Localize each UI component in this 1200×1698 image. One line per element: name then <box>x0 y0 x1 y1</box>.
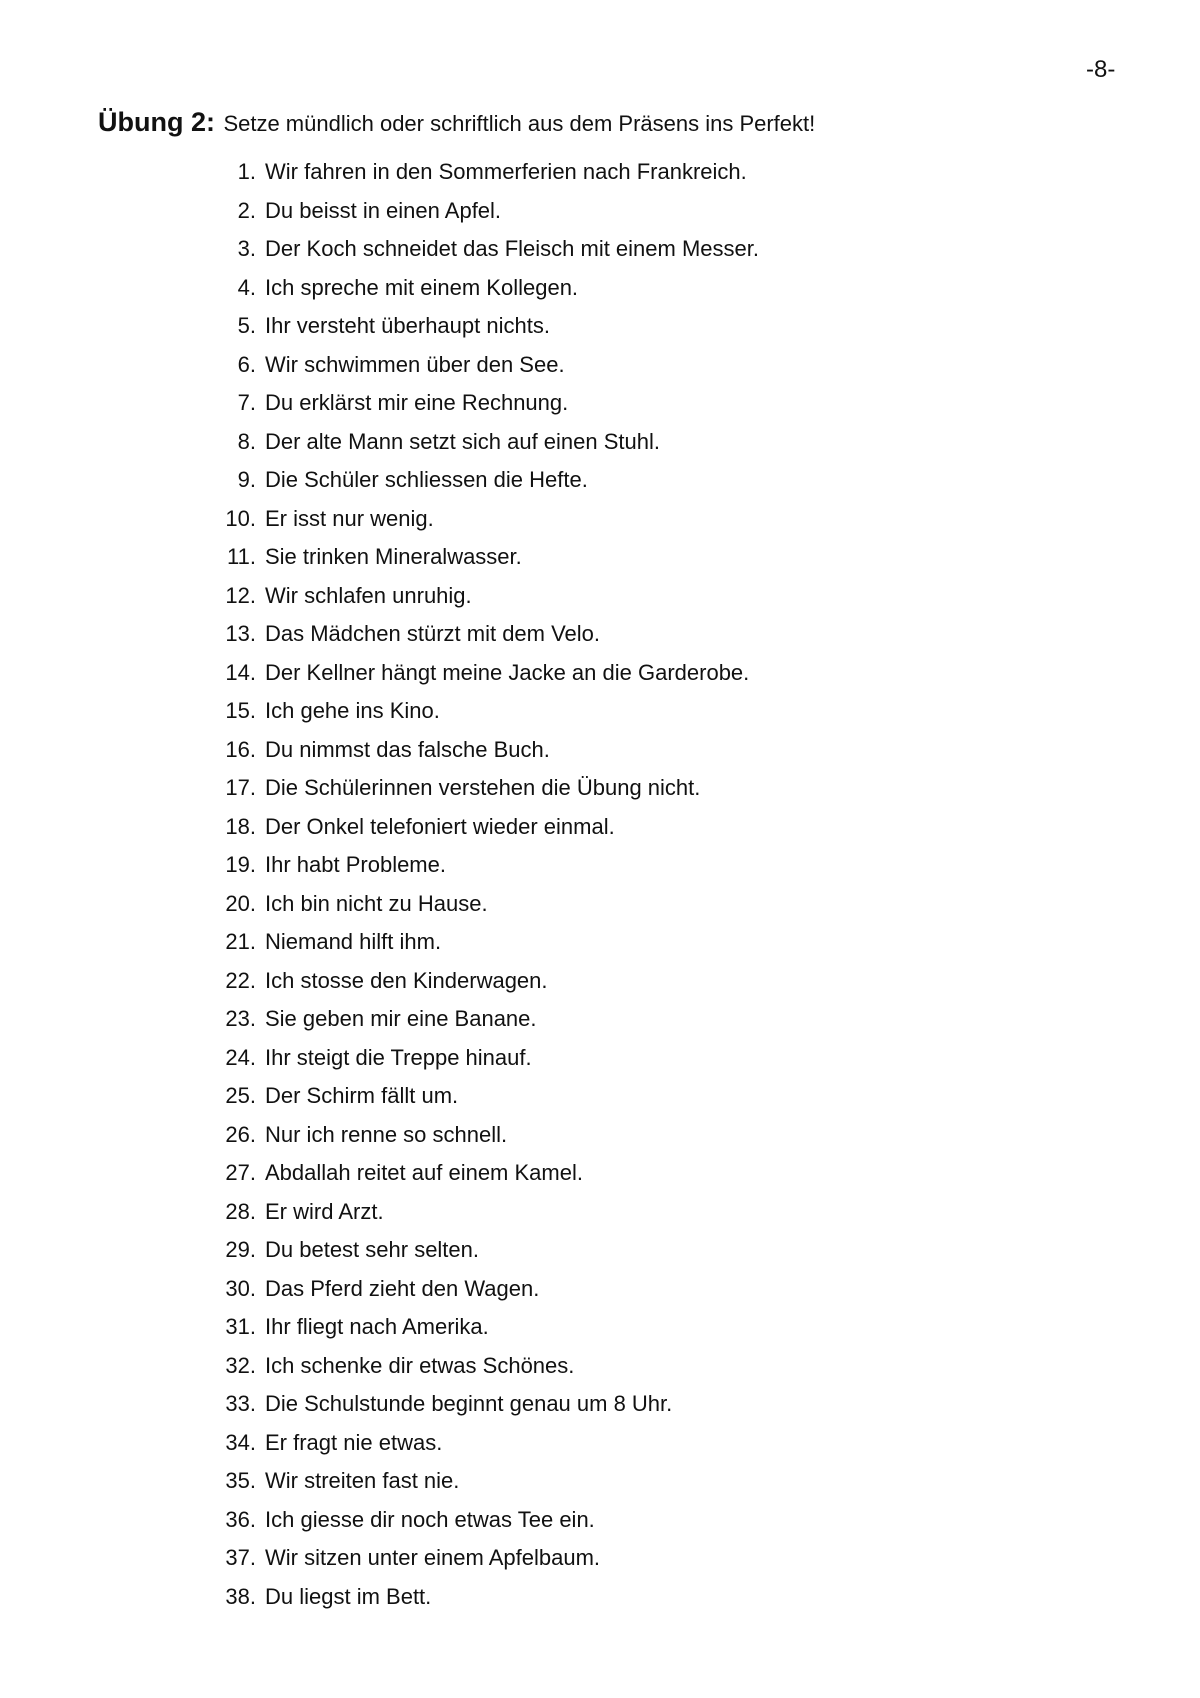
exercise-item-number: 22. <box>225 967 256 993</box>
exercise-item-number: 34. <box>225 1429 256 1455</box>
exercise-item-text: Niemand hilft ihm. <box>265 929 442 954</box>
exercise-item-number: 33. <box>225 1391 256 1416</box>
exercise-item-text: Ich stosse den Kinderwagen. <box>265 967 548 993</box>
exercise-item-text: Ich giesse dir noch etwas Tee ein. <box>265 1506 595 1532</box>
exercise-item-text: Wir fahren in den Sommerferien nach Frankreich. <box>265 159 747 184</box>
exercise-item-text: Sie geben mir eine Banane. <box>265 1006 537 1031</box>
exercise-item-number: 6. <box>237 351 256 377</box>
exercise-item-text: Du erklärst mir eine Rechnung. <box>265 390 569 415</box>
exercise-item-text: Ihr fliegt nach Amerika. <box>265 1314 489 1339</box>
exercise-item-number: 11. <box>227 544 256 569</box>
exercise-item-number: 4. <box>237 274 256 300</box>
exercise-item-number: 27. <box>225 1160 256 1185</box>
exercise-item-number: 24. <box>225 1044 256 1070</box>
exercise-item-text: Wir schwimmen über den See. <box>265 351 565 377</box>
exercise-item-number: 35. <box>225 1468 256 1493</box>
exercise-item-number: 12. <box>225 582 256 608</box>
exercise-item-number: 30. <box>225 1275 256 1301</box>
exercise-item-text: Ich schenke dir etwas Schönes. <box>265 1352 575 1378</box>
exercise-item-text: Du betest sehr selten. <box>265 1237 480 1262</box>
exercise-item-text: Er wird Arzt. <box>265 1198 384 1224</box>
exercise-item-number: 5. <box>237 313 256 338</box>
exercise-item-text: Der Koch schneidet das Fleisch mit einem Messer. <box>265 236 759 261</box>
exercise-item-number: 16. <box>225 736 256 762</box>
exercise-item-number: 37. <box>225 1545 256 1570</box>
exercise-item-number: 28. <box>225 1198 256 1224</box>
exercise-item-number: 7. <box>237 390 256 415</box>
exercise-item-text: Die Schulstunde beginnt genau um 8 Uhr. <box>265 1391 673 1416</box>
exercise-heading <box>98 106 815 140</box>
exercise-item-text: Das Mädchen stürzt mit dem Velo. <box>265 621 601 646</box>
exercise-item-text: Ihr steigt die Treppe hinauf. <box>265 1044 532 1070</box>
exercise-item-text: Du nimmst das falsche Buch. <box>265 736 550 762</box>
exercise-item-number: 21. <box>225 929 256 954</box>
exercise-item-number: 31. <box>225 1314 256 1339</box>
exercise-item-text: Ich gehe ins Kino. <box>265 698 440 723</box>
exercise-item-text: Sie trinken Mineralwasser. <box>265 544 522 569</box>
exercise-item-text: Das Pferd zieht den Wagen. <box>265 1275 540 1301</box>
exercise-item-number: 19. <box>225 852 256 877</box>
exercise-item-text: Ihr habt Probleme. <box>265 852 446 877</box>
exercise-item-text: Ich spreche mit einem Kollegen. <box>265 274 579 300</box>
exercise-item-number: 13. <box>225 621 256 646</box>
exercise-item-text: Nur ich renne so schnell. <box>265 1121 508 1147</box>
exercise-item-text: Ich bin nicht zu Hause. <box>265 890 488 916</box>
exercise-item-number: 25. <box>225 1083 256 1108</box>
exercise-item-text: Die Schüler schliessen die Hefte. <box>265 467 588 492</box>
exercise-item-number: 10. <box>225 505 256 531</box>
exercise-item-number: 26. <box>225 1121 256 1147</box>
exercise-item-text: Ihr versteht überhaupt nichts. <box>265 313 550 338</box>
exercise-item-number: 1. <box>237 159 256 184</box>
exercise-item-text: Die Schülerinnen verstehen die Übung nicht. <box>265 775 701 800</box>
exercise-item-number: 29. <box>225 1237 256 1262</box>
exercise-item-number: 36. <box>225 1506 256 1532</box>
exercise-item-text: Wir schlafen unruhig. <box>265 582 472 608</box>
exercise-item-number: 14. <box>225 659 256 685</box>
exercise-item-number: 38. <box>225 1583 256 1609</box>
exercise-label: Übung 2: <box>98 107 215 137</box>
exercise-item-number: 3. <box>237 236 256 261</box>
exercise-item-number: 8. <box>237 428 256 454</box>
exercise-item-text: Der Schirm fällt um. <box>265 1083 459 1108</box>
exercise-item-text: Er isst nur wenig. <box>265 505 434 531</box>
exercise-item-text: Der Onkel telefoniert wieder einmal. <box>265 813 615 839</box>
exercise-item-number: 32. <box>225 1352 256 1378</box>
exercise-item-text: Der alte Mann setzt sich auf einen Stuhl. <box>265 428 660 454</box>
exercise-item-text: Wir streiten fast nie. <box>265 1468 460 1493</box>
exercise-item-number: 20. <box>225 890 256 916</box>
exercise-item-text: Der Kellner hängt meine Jacke an die Garderobe. <box>265 659 750 685</box>
exercise-item-text: Du liegst im Bett. <box>265 1583 432 1609</box>
exercise-item-number: 17. <box>225 775 256 800</box>
exercise-item-number: 23. <box>225 1006 256 1031</box>
exercise-instruction: Setze mündlich oder schriftlich aus dem Präsens ins Perfekt! <box>223 111 816 136</box>
exercise-item-text: Du beisst in einen Apfel. <box>265 197 502 223</box>
page-number: -8- <box>1086 56 1116 83</box>
exercise-item-text: Abdallah reitet auf einem Kamel. <box>265 1160 583 1185</box>
exercise-item-text: Er fragt nie etwas. <box>265 1429 443 1455</box>
exercise-item-number: 15. <box>225 698 256 723</box>
exercise-item-number: 9. <box>237 467 256 492</box>
exercise-item-text: Wir sitzen unter einem Apfelbaum. <box>265 1545 601 1570</box>
exercise-item-number: 18. <box>225 813 256 839</box>
exercise-item-number: 2. <box>237 197 256 223</box>
